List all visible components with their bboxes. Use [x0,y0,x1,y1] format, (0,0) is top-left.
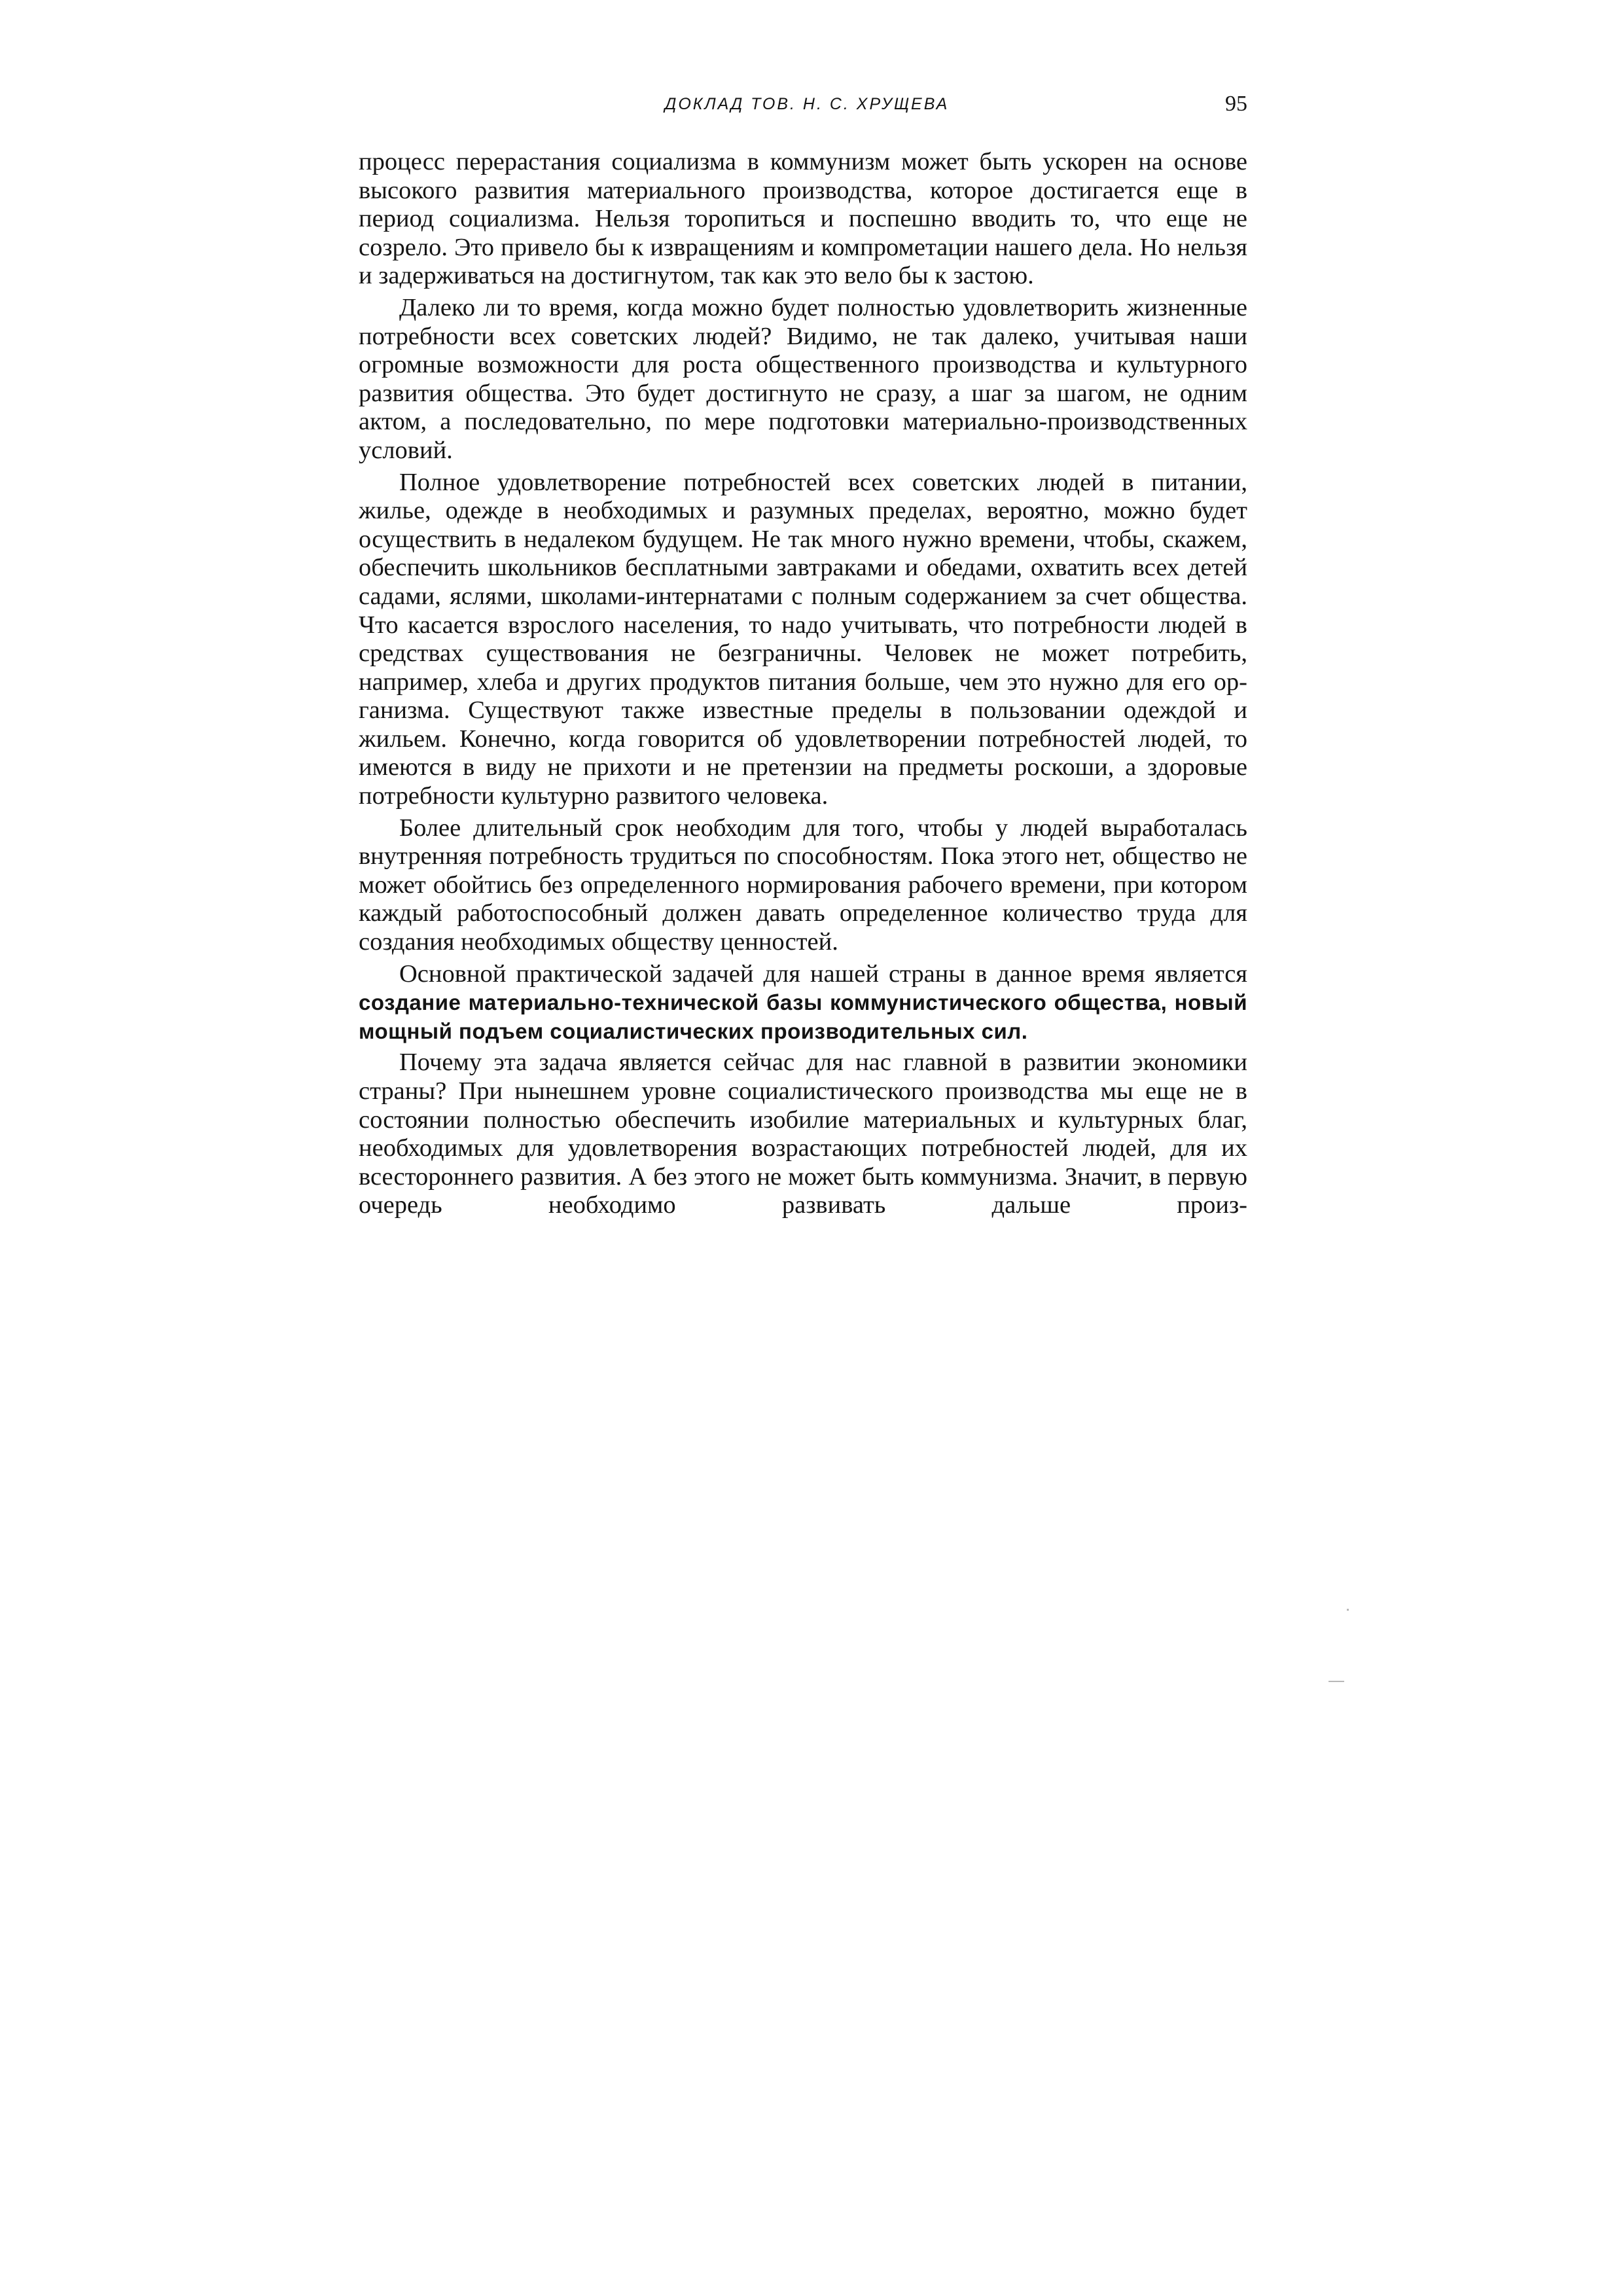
paragraph-2: Далеко ли то время, когда можно будет полностью удовлетворить жизненные потребности всех советских людей? Видимо, не так далеко, учитывая наши огромные возможности для роста общественного производства и культурного развития общества. Это будет достигнуто не сразу, а шаг за шагом, не одним актом, а последовательно, по мере подготовки материально-производственных условий. [359,293,1247,464]
page-number: 95 [1225,92,1247,116]
running-title: ДОКЛАД ТОВ. Н. С. ХРУЩЕВА [664,95,950,113]
paragraph-5-emphasis: создание материально-технической базы коммунистического общества, новый мощный подъем социалистических производительных сил. [359,990,1247,1043]
scan-speck [1329,1681,1344,1682]
paragraph-5-text: Основной практической задачей для нашей страны в данное время является [399,960,1247,988]
paragraph-5 [359,960,1247,1046]
scan-speck [1347,1609,1349,1611]
running-head [366,88,1247,120]
paragraph-1: процесс перерастания социализма в коммунизм может быть ускорен на основе высокого развития материального производства, которое достигается еще в период социализма. Нельзя торопиться и поспешно вводить то, что еще не созрело. Это привело бы к извращениям и компрометации нашего дела. Но нельзя и задерживаться на достигнутом, так как это вело бы к застою. [359,148,1247,290]
body-text [359,148,1247,1223]
paragraph-3: Полное удовлетворение потребностей всех советских людей в питании, жилье, одежде в необходимых и разумных пределах, вероятно, можно будет осуществить в недалеком будущем. Не так много нужно времени, чтобы, скажем, обеспечить школьников бесплатными завтраками и обедами, охватить всех детей садами, яслями, школами-интернатами с полным содержанием за счет общества. Что касается взрослого населения, то надо учитывать, что потребности людей в средствах существования не безграничны. Человек не может потребить, например, хлеба и других продуктов питания больше, чем это нужно для его организма. Существуют также известные пределы в пользовании одеждой и жильем. Конечно, когда говорится об удовлетворении потребностей людей, то имеются в виду не прихоти и не претензии на предметы роскоши, а здоровые потребности культурно развитого человека. [359,468,1247,810]
paragraph-4: Более длительный срок необходим для того, чтобы у людей выработалась внутренняя потребность трудиться по способностям. Пока этого нет, общество не может обойтись без определенного нормирования рабочего времени, при котором каждый работоспособный должен давать определенное количество труда для создания необходимых обществу ценностей. [359,814,1247,956]
paragraph-6: Почему эта задача является сейчас для нас главной в развитии экономики страны? При нынешнем уровне социалистического производства мы еще не в состоянии полностью обеспечить изобилие материальных и культурных благ, необходимых для удовлетворения возрастающих потребностей людей, для их всестороннего развития. А без этого не может быть коммунизма. Значит, в первую очередь необходимо развивать дальше произ- [359,1049,1247,1219]
